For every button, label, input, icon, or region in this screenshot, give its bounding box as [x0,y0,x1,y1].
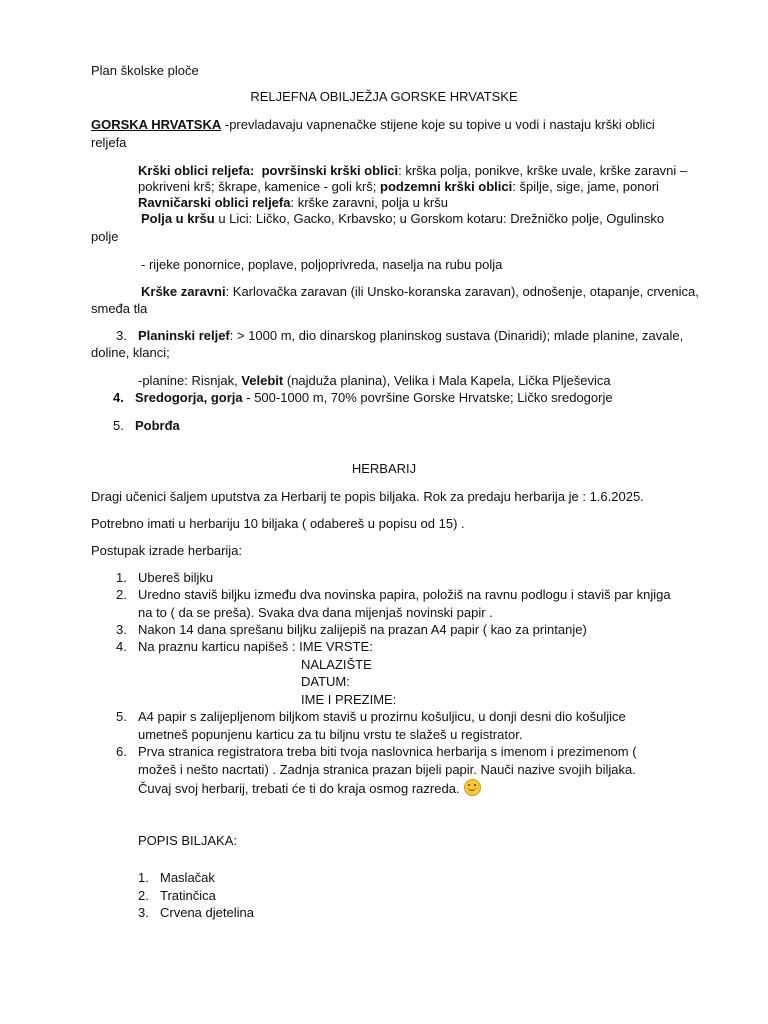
plant-number: 3. [138,905,149,920]
planine-pre: -planine: Risnjak, [138,373,242,388]
step-text: A4 papir s zalijepljenom biljkom staviš u prozirnu košuljicu, u donji desni dio košuljice [138,709,626,724]
list-number: 4. [113,390,124,405]
step-text-last [138,779,481,797]
step-text: Na praznu karticu napišeš : IME VRSTE: [138,639,373,654]
title-reljef: RELJEFNA OBILJEŽJA GORSKE HRVATSKE [250,89,518,104]
ravnicarski-text: : krške zaravni, polja u kršu [290,195,448,210]
herbarij-para-1: Dragi učenici šaljem uputstva za Herbarij te popis biljaka. Rok za predaju herbarija je : 1.6.2025. [91,489,644,504]
planinski-text: : > 1000 m, dio dinarskog planinskog sustava (Dinaridi); mlade planine, zavale, [229,328,684,343]
polja-label: Polja u kršu [141,211,215,226]
step-number: 4. [116,639,127,654]
step-number: 3. [116,622,127,637]
krski-line-2 [138,178,659,195]
plant-name: Crvena djetelina [160,905,254,920]
pobrda-line [113,417,180,434]
zaravni-label: Krške zaravni [141,284,226,299]
krski-line-1 [138,162,687,179]
planine-post: (najduža planina), Velika i Mala Kapela, Lička Plješevica [283,373,611,388]
intro-text: -prevladavaju vapnenačke stijene koje su topive u vodi i nastaju krški oblici [221,117,655,132]
plant-number: 2. [138,888,149,903]
gorska-hrvatska-heading: GORSKA HRVATSKA [91,117,222,132]
povrsinski-label: površinski krški oblici [261,163,399,178]
krski-label: Krški oblici reljefa: [138,163,255,178]
popis-title: POPIS BILJAKA: [138,833,237,848]
intro-line [91,116,655,133]
list-number: 5. [113,418,124,433]
step-text: Ubereš biljku [138,570,214,585]
pobrda-label: Pobrđa [135,418,180,433]
step-text: Čuvaj svoj herbarij, trebati će ti do kraja osmog razreda. [138,781,460,796]
step-number: 5. [116,709,127,724]
step-text: na to ( da se preša). Svaka dva dana mijenjaš novinski papir . [138,605,493,620]
polja-line-2: polje [91,229,119,244]
polja-text: u Lici: Ličko, Gacko, Krbavsko; u Gorskom kotaru: Drežničko polje, Ogulinsko [214,211,665,226]
step-text: Uredno staviš biljku između dva novinska papira, položiš na ravnu podlogu i staviš par knjiga [138,587,671,602]
velebit-label: Velebit [241,373,284,388]
sredogorja-label: Sredogorja, gorja [135,390,243,405]
card-field: IME I PREZIME: [301,692,397,707]
sredogorja-text: - 500-1000 m, 70% površine Gorske Hrvatske; Ličko sredogorje [242,390,613,405]
sredogorja-line [113,389,613,406]
step-text: Nakon 14 dana sprešanu biljku zalijepiš na prazan A4 papir ( kao za printanje) [138,622,587,637]
krski-text-2: pokriveni krš; škrape, kamenice - goli krš; [138,179,377,194]
page-header: Plan školske ploče [91,63,199,78]
rijeke-line: - rijeke ponornice, poplave, poljoprivreda, naselja na rubu polja [141,257,503,272]
ravnicarski-line [138,194,448,211]
krski-text-1: : krška polja, ponikve, krške uvale, krške zaravni – [398,163,688,178]
step-text: možeš i nešto nacrtati) . Zadnja stranica prazan bijeli papir. Nauči nazive svojih biljaka. [138,762,636,777]
list-number: 3. [116,328,127,343]
herbarij-para-3: Postupak izrade herbarija: [91,543,243,558]
step-number: 2. [116,587,127,602]
step-number: 1. [116,570,127,585]
ravnicarski-label: Ravničarski oblici reljefa [138,195,291,210]
zaravni-line [141,283,699,300]
plant-name: Tratinčica [160,888,216,903]
planinski-line-2: doline, klanci; [91,345,170,360]
title-herbarij: HERBARIJ [351,461,417,476]
planinski-label: Planinski reljef [138,328,230,343]
polja-line [141,210,664,227]
smiling-face-icon [464,779,481,796]
step-text: umetneš popunjenu karticu za tu biljnu vrstu te slažeš u registrator. [138,727,523,742]
step-number: 6. [116,744,127,759]
herbarij-para-2: Potrebno imati u herbariju 10 biljaka ( odabereš u popisu od 15) . [91,516,465,531]
step-text: Prva stranica registratora treba biti tvoja naslovnica herbarija s imenom i prezimenom ( [138,744,637,759]
intro-line-2: reljefa [91,135,127,150]
plant-number: 1. [138,870,149,885]
card-field: NALAZIŠTE [301,657,372,672]
planine-line [138,372,611,389]
podzemni-label: podzemni krški oblici [380,179,513,194]
zaravni-text: : Karlovačka zaravan (ili Unsko-koranska zaravan), odnošenje, otapanje, crvenica, [225,284,699,299]
zaravni-line-2: smeđa tla [91,301,148,316]
krski-text-3: : špilje, sige, jame, ponori [512,179,659,194]
planinski-line [116,327,683,344]
card-field: DATUM: [301,674,350,689]
plant-name: Maslačak [160,870,215,885]
